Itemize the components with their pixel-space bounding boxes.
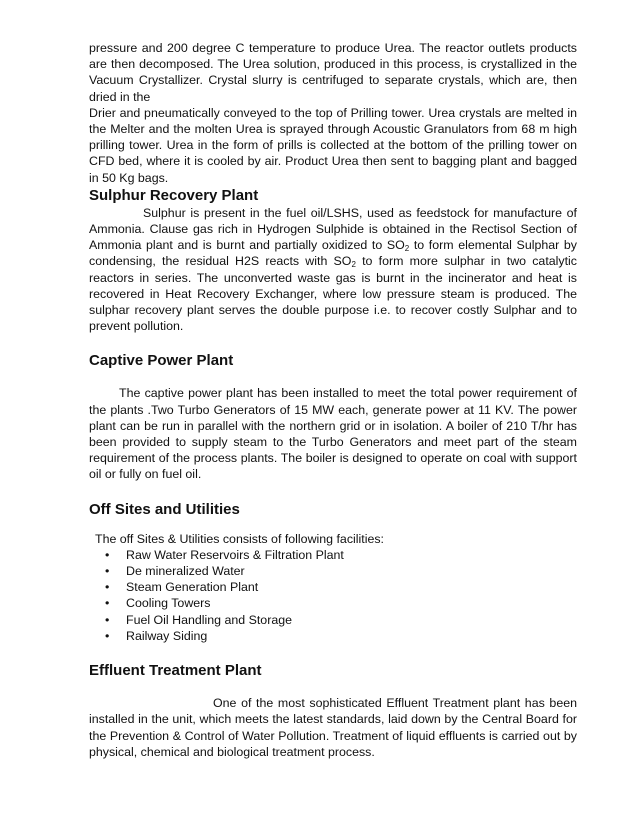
list-item-label: Steam Generation Plant bbox=[126, 580, 259, 595]
captive-paragraph: The captive power plant has been installed to meet the total power requirement of the plants .Two Turbo Generators of 15 MW each, generate power at 11 KV. The power plant can be run in parallel with the northern grid or in isolation. A boiler of 210 T/hr has been provided to supply steam to the Turbo Generators and meet part of the steam requirement of the process plants. The boiler is designed to operate on coal with support oil or fully on fuel oil. bbox=[89, 386, 577, 482]
subscript-2: 2 bbox=[404, 244, 410, 254]
document-page bbox=[89, 40, 577, 760]
facilities-list bbox=[89, 547, 577, 644]
offsites-intro: The off Sites & Utilities consists of following facilities: bbox=[95, 531, 385, 546]
sulphur-text-3: to form more sulphar in two catalytic reactors in series. The unconverted waste gas is burnt in the incinerator and heat is recovered in Heat Recovery Exchanger, where low pressure steam is produced. The sulphar recovery plant serves the double purpose i.e. to recover costly Sulphar and to prevent pollution. bbox=[89, 254, 577, 334]
bullet-icon: • bbox=[105, 612, 110, 627]
sulphur-text-2: to form elemental Sulphar by condensing, the residual H2S reacts with SO bbox=[89, 238, 577, 269]
subscript-2: 2 bbox=[351, 260, 356, 270]
intro-paragraph-1: pressure and 200 degree C temperature to produce Urea. The reactor outlets products are then decomposed. The Urea solution, produced in this process, is crystallized in the Vacuum Crystallizer. Crystal slurry is centrifuged to separate crystals, which are, then dried in the bbox=[89, 41, 577, 104]
list-item bbox=[89, 628, 577, 644]
section-heading-sulphur: Sulphur Recovery Plant bbox=[89, 186, 259, 204]
list-item bbox=[89, 547, 577, 563]
list-item-label: Fuel Oil Handling and Storage bbox=[126, 612, 292, 627]
bullet-icon: • bbox=[105, 564, 110, 579]
intro-paragraph-2: Drier and pneumatically conveyed to the top of Prilling tower. Urea crystals are melted in the Melter and the molten Urea is sprayed through Acoustic Granulators from 68 m high prilling tower. Urea in the form of prills is collected at the bottom of the prilling tower on CFD bed, where it is cooled by air. Product Urea then sent to bagging plant and bagged in 50 Kg bags. bbox=[89, 105, 577, 185]
list-item-label: Railway Siding bbox=[126, 628, 208, 643]
bullet-icon: • bbox=[105, 596, 110, 611]
section-heading-effluent: Effluent Treatment Plant bbox=[89, 662, 262, 680]
bullet-icon: • bbox=[105, 628, 110, 643]
list-item bbox=[89, 579, 577, 595]
section-heading-offsites: Off Sites and Utilities bbox=[89, 500, 240, 518]
sulphur-paragraph bbox=[89, 205, 577, 335]
bullet-icon: • bbox=[105, 580, 110, 595]
list-item bbox=[89, 563, 577, 579]
effluent-paragraph: One of the most sophisticated Effluent Treatment plant has been installed in the unit, which meets the latest standards, laid down by the Central Board for the Prevention & Control of Water Pollution. Treatment of liquid effluents is carried out by physical, chemical and biological treatment process. bbox=[89, 696, 577, 759]
list-item bbox=[89, 595, 577, 611]
bullet-icon: • bbox=[105, 547, 110, 562]
section-heading-captive: Captive Power Plant bbox=[89, 352, 234, 370]
list-item-label: De mineralized Water bbox=[126, 564, 245, 579]
list-item-label: Cooling Towers bbox=[126, 596, 211, 611]
list-item-label: Raw Water Reservoirs & Filtration Plant bbox=[126, 547, 344, 562]
list-item bbox=[89, 612, 577, 628]
sulphur-text-1: Sulphur is present in the fuel oil/LSHS, used as feedstock for manufacture of Ammonia. Clause gas rich in Hydrogen Sulphide is obtained in the Rectisol Section of Ammonia plant and is burnt and partially oxidized to SO bbox=[89, 205, 577, 253]
